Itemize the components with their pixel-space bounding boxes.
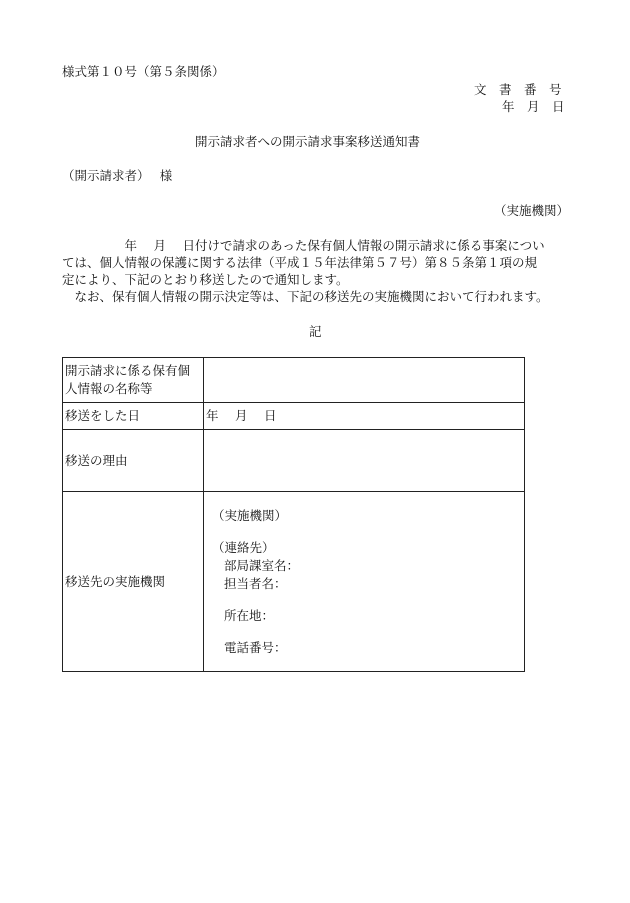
table-row: [63, 492, 525, 672]
body-line: 年 月 日付けで請求のあった保有個人情報の開示請求に係る事案につい: [62, 238, 545, 253]
contact-heading: （連絡先）: [212, 539, 275, 555]
table-row: [63, 403, 525, 430]
table-row: [63, 358, 525, 403]
destination-agency: （実施機関）: [212, 507, 288, 523]
body-line: ては、個人情報の保護に関する法律（平成１５年法律第５７号）第８５条第１項の規: [62, 255, 538, 270]
label-text: 移送をした日: [65, 408, 141, 423]
ki-heading: 記: [309, 324, 322, 339]
table-row: [63, 430, 525, 492]
label-cell-item-name: [63, 358, 204, 403]
spacer: [212, 593, 522, 607]
label-text: 移送の理由: [65, 452, 128, 468]
label-text: 移送先の実施機関: [65, 573, 166, 589]
value-cell-destination: [204, 492, 525, 672]
phone-field: 電話番号：: [224, 639, 287, 655]
address-field: 所在地：: [224, 607, 275, 623]
addressee: （開示請求者） 様: [62, 168, 173, 183]
form-number: 様式第１０号（第５条関係）: [62, 64, 225, 79]
body-line: 定により、下記のとおり移送したので通知します。: [62, 272, 349, 287]
label-cell-destination: [63, 492, 204, 672]
body-paragraph: [62, 237, 568, 305]
department-field: 部局課室名：: [224, 557, 300, 573]
label-text: 開示請求に係る保有個: [65, 363, 191, 378]
person-field: 担当者名：: [224, 575, 287, 591]
label-cell-reason: [63, 430, 204, 492]
spacer: [212, 525, 522, 539]
transfer-date-value: 年 月 日: [206, 408, 277, 423]
spacer: [212, 625, 522, 639]
label-text: 人情報の名称等: [65, 381, 153, 396]
value-cell-transfer-date: [204, 403, 525, 430]
document-title: 開示請求者への開示請求事案移送通知書: [195, 134, 421, 149]
label-cell-transfer-date: [63, 403, 204, 430]
value-cell-reason: [204, 430, 525, 492]
sender-agency: （実施機関）: [494, 203, 570, 218]
document-date: 年 月 日: [502, 99, 565, 114]
value-cell-item-name: [204, 358, 525, 403]
document-number: 文 書 番 号: [474, 82, 562, 97]
body-line: なお、保有個人情報の開示決定等は、下記の移送先の実施機関において行われます。: [62, 289, 549, 304]
transfer-details-table: [62, 357, 525, 672]
